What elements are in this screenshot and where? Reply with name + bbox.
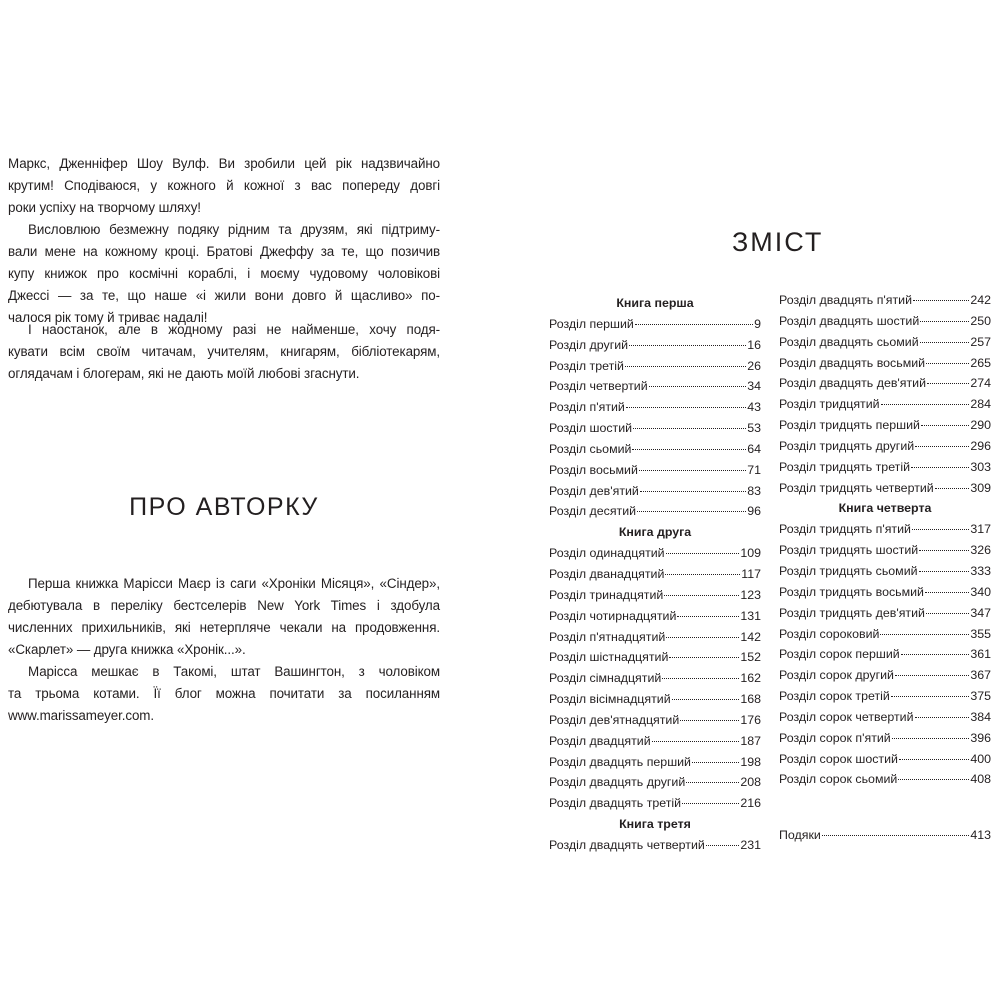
toc-entry-name: Розділ дев'ятнадцятий <box>549 712 680 727</box>
toc-entry <box>779 644 991 665</box>
toc-leader-dots <box>666 553 740 554</box>
toc-entry-name: Розділ сорок п'ятий <box>779 730 891 745</box>
toc-entry-page: 34 <box>747 379 761 394</box>
toc-leader-dots <box>891 696 970 697</box>
toc-entry-page: 168 <box>740 692 761 707</box>
toc-leader-dots <box>881 404 970 405</box>
acknowledgments-paragraph <box>8 319 440 385</box>
toc-leader-dots <box>895 675 969 676</box>
toc-entry-name: Розділ дванадцятий <box>549 566 665 581</box>
text-line: Джессі — за те, що наше «і жили вони довго й щасливо» по- <box>8 288 440 303</box>
toc-entry-name: Розділ тридцятий <box>779 397 880 412</box>
toc-leader-dots <box>892 738 970 739</box>
text-line: Маркс, Дженніфер Шоу Вулф. Ви зробили цей рік надзвичайно <box>8 156 440 171</box>
toc-leader-dots <box>649 386 747 387</box>
toc-entry-name: Розділ одинадцятий <box>549 546 665 561</box>
toc-entry-name: Розділ сорок шостий <box>779 751 898 766</box>
toc-entry <box>549 418 761 439</box>
toc-entry-page: 257 <box>970 334 991 349</box>
toc-book-heading: Книга третя <box>619 817 691 832</box>
text-line: Перша книжка Марісси Маєр із саги «Хроніки Місяця», «Сіндер», <box>28 576 440 591</box>
toc-entry <box>549 439 761 460</box>
toc-entry-name: Розділ двадцять шостий <box>779 313 920 328</box>
toc-entry <box>779 353 991 374</box>
toc-entry <box>549 501 761 522</box>
toc-entry-thanks <box>779 825 991 846</box>
toc-entry-name: Розділ сорок другий <box>779 668 894 683</box>
toc-leader-dots <box>640 491 746 492</box>
about-author-heading: ПРО АВТОРКУ <box>129 493 319 521</box>
toc-entry-name: Розділ сороковий <box>779 626 880 641</box>
text-line: дебютувала в переліку бестселерів New York Times і здобула <box>8 598 440 613</box>
toc-entry-page: 250 <box>970 313 991 328</box>
text-line: вали мене на кожному кроці. Братові Джеффу за те, що позичив <box>8 244 440 259</box>
toc-book-heading: Книга друга <box>618 525 692 540</box>
toc-entry <box>779 332 991 353</box>
toc-entry <box>779 707 991 728</box>
toc-entry-page: 109 <box>740 546 761 561</box>
toc-entry-page: 333 <box>970 563 991 578</box>
toc-leader-dots <box>822 835 970 836</box>
toc-entry <box>549 356 761 377</box>
toc-entry <box>779 769 991 790</box>
toc-entry <box>779 290 991 311</box>
toc-leader-dots <box>665 574 740 575</box>
toc-leader-dots <box>913 300 969 301</box>
toc-entry <box>549 460 761 481</box>
toc-entry-name: Розділ третій <box>549 358 624 373</box>
toc-entry-page: 117 <box>741 566 761 581</box>
toc-column-2 <box>779 290 991 790</box>
toc-entry-name: Розділ дев'ятий <box>549 483 639 498</box>
toc-entry-name: Розділ шістнадцятий <box>549 650 669 665</box>
toc-entry <box>549 752 761 773</box>
toc-leader-dots <box>633 428 746 429</box>
toc-entry-page: 16 <box>747 337 761 352</box>
toc-entry <box>779 749 991 770</box>
toc-entry-name: Розділ двадцять другий <box>549 775 686 790</box>
toc-entry-page: 296 <box>970 438 991 453</box>
toc-leader-dots <box>912 529 969 530</box>
toc-entry-name: Розділ тридцять третій <box>779 459 911 474</box>
toc-entry <box>779 540 991 561</box>
toc-leader-dots <box>672 699 740 700</box>
toc-entry-name: Розділ тридцять перший <box>779 418 920 433</box>
toc-entry-page: 198 <box>740 754 761 769</box>
toc-entry-name: Розділ двадцять восьмий <box>779 355 926 370</box>
toc-entry-page: 83 <box>747 483 761 498</box>
toc-leader-dots <box>706 845 740 846</box>
toc-entry-page: 367 <box>970 668 991 683</box>
toc-leader-dots <box>669 657 739 658</box>
toc-entry <box>549 397 761 418</box>
toc-entry-page: 375 <box>970 689 991 704</box>
toc-leader-dots <box>935 488 970 489</box>
toc-entry-name: Розділ перший <box>549 316 634 331</box>
toc-entry-name: Розділ тридцять п'ятий <box>779 522 911 537</box>
toc-leader-dots <box>920 321 969 322</box>
toc-entry <box>779 728 991 749</box>
table-of-contents-heading: ЗМІСТ <box>732 227 824 257</box>
toc-entry-page: 317 <box>970 522 991 537</box>
toc-leader-dots <box>682 803 739 804</box>
toc-entry-page: 309 <box>970 480 991 495</box>
right-page <box>500 0 1000 1000</box>
toc-entry-name: Розділ вісімнадцятий <box>549 692 671 707</box>
toc-entry <box>779 415 991 436</box>
toc-entry-page: 326 <box>970 543 991 558</box>
toc-leader-dots <box>898 779 969 780</box>
toc-entry <box>549 731 761 752</box>
toc-entry-name: Розділ двадцятий <box>549 733 651 748</box>
text-line: оглядачам і блогерам, які не дають моїй любові згаснути. <box>8 366 360 381</box>
toc-entry-page: 142 <box>740 629 761 644</box>
toc-entry-name: Розділ четвертий <box>549 379 648 394</box>
toc-book-heading: Книга перша <box>616 296 694 310</box>
text-line: Висловлюю безмежну подяку рідним та друзям, які підтриму- <box>28 222 440 237</box>
toc-leader-dots <box>925 592 969 593</box>
toc-entry-name: Розділ двадцять дев'ятий <box>779 376 927 391</box>
acknowledgments-paragraph <box>8 153 440 219</box>
toc-entry-page: 123 <box>740 587 761 602</box>
toc-leader-dots <box>919 571 970 572</box>
toc-entry <box>779 457 991 478</box>
toc-entry <box>549 564 761 585</box>
toc-entry-page: 355 <box>970 626 991 641</box>
toc-leader-dots <box>880 634 969 635</box>
toc-leader-dots <box>639 470 746 471</box>
toc-entry-page: 176 <box>740 712 761 727</box>
toc-entry <box>779 436 991 457</box>
toc-entry <box>549 689 761 710</box>
toc-leader-dots <box>662 678 739 679</box>
toc-leader-dots <box>637 511 746 512</box>
toc-entry-page: 152 <box>740 650 761 665</box>
toc-entry-page: 9 <box>754 316 761 331</box>
toc-entry-name: Розділ десятий <box>549 504 637 519</box>
text-line: численних прихильників, які нетерпляче чекали на продовження. <box>8 620 440 635</box>
toc-entry <box>549 710 761 731</box>
text-line: крутим! Сподіваюся, у кожного й кожної з вас попереду довгі <box>8 178 440 193</box>
toc-entry <box>549 606 761 627</box>
toc-entry-name: Розділ шостий <box>549 421 633 436</box>
toc-entry-name: Подяки <box>779 828 821 842</box>
toc-leader-dots <box>926 613 969 614</box>
toc-entry <box>779 394 991 415</box>
toc-entry-page: 265 <box>970 355 991 370</box>
toc-leader-dots <box>626 407 746 408</box>
text-line: Марісса мешкає в Такомі, штат Вашингтон, з чоловіком <box>28 664 440 679</box>
toc-leader-dots <box>921 425 969 426</box>
text-line: купу книжок про космічні кораблі, і моєму чудовому чоловікові <box>8 266 440 281</box>
toc-entry-page: 340 <box>970 584 991 599</box>
toc-entry-page: 274 <box>970 376 991 391</box>
toc-entry-page: 131 <box>740 608 761 623</box>
toc-entry <box>549 647 761 668</box>
about-author-paragraph <box>8 573 440 661</box>
toc-entry-name: Розділ чотирнадцятий <box>549 608 677 623</box>
toc-entry-page: 396 <box>970 730 991 745</box>
text-line: чалося рік тому й триває надалі! <box>8 310 208 325</box>
text-line: та трьома котами. Її блог можна почитати за посиланням <box>8 686 440 701</box>
toc-entry-name: Розділ восьмий <box>549 462 638 477</box>
toc-entry <box>549 585 761 606</box>
toc-entry <box>779 686 991 707</box>
toc-entry-page: 303 <box>970 459 991 474</box>
toc-entry-page: 64 <box>747 441 761 456</box>
toc-entry-name: Розділ сорок сьомий <box>779 772 898 787</box>
toc-entry <box>779 561 991 582</box>
toc-leader-dots <box>635 324 753 325</box>
toc-entry-name: Розділ тридцять шостий <box>779 543 919 558</box>
text-line: www.marissameyer.com. <box>8 708 154 723</box>
toc-entry-name: Розділ двадцять третій <box>549 796 682 811</box>
toc-leader-dots <box>686 782 739 783</box>
toc-entry-name: Розділ сорок перший <box>779 647 900 662</box>
toc-entry <box>549 668 761 689</box>
toc-entry <box>549 335 761 356</box>
toc-entry <box>779 311 991 332</box>
text-line: «Скарлет» — друга книжка «Хронік...». <box>8 642 246 657</box>
toc-leader-dots <box>680 720 739 721</box>
toc-entry-name: Розділ двадцять сьомий <box>779 334 919 349</box>
toc-entry <box>779 373 991 394</box>
toc-entry-name: Розділ тридцять восьмий <box>779 584 924 599</box>
toc-leader-dots <box>920 342 970 343</box>
toc-entry-name: Розділ двадцять четвертий <box>549 837 705 852</box>
toc-entry-page: 187 <box>740 733 761 748</box>
toc-entry-page: 242 <box>970 293 991 307</box>
toc-entry-name: Розділ тридцять дев'ятий <box>779 605 925 620</box>
toc-entry <box>779 519 991 540</box>
toc-entry <box>779 603 991 624</box>
toc-entry-page: 216 <box>740 796 761 811</box>
toc-entry-name: Розділ сорок третій <box>779 689 890 704</box>
toc-entry-page: 208 <box>740 775 761 790</box>
toc-entry-name: Розділ тридцять другий <box>779 438 915 453</box>
toc-entry-name: Розділ двадцять перший <box>549 754 691 769</box>
toc-entry-page: 347 <box>970 605 991 620</box>
toc-entry <box>779 624 991 645</box>
toc-entry-page: 413 <box>970 828 991 842</box>
toc-leader-dots <box>664 595 739 596</box>
toc-entry-page: 384 <box>970 709 991 724</box>
toc-entry-name: Розділ другий <box>549 337 629 352</box>
toc-entry <box>779 665 991 686</box>
toc-entry-page: 26 <box>747 358 761 373</box>
toc-entry-page: 400 <box>970 751 991 766</box>
toc-entry <box>549 772 761 793</box>
toc-book-heading: Книга четверта <box>838 501 932 516</box>
toc-entry-page: 290 <box>970 418 991 433</box>
toc-entry-page: 284 <box>970 397 991 412</box>
toc-leader-dots <box>901 654 970 655</box>
toc-column-1 <box>549 293 761 856</box>
toc-entry-page: 96 <box>747 504 761 519</box>
toc-entry-name: Розділ тридцять четвертий <box>779 480 934 495</box>
toc-entry-name: Розділ сорок четвертий <box>779 709 914 724</box>
toc-entry <box>779 478 991 499</box>
toc-entry-page: 231 <box>740 837 761 852</box>
toc-entry-name: Розділ тридцять сьомий <box>779 563 918 578</box>
toc-leader-dots <box>666 637 739 638</box>
toc-leader-dots <box>692 762 739 763</box>
toc-leader-dots <box>927 383 969 384</box>
toc-leader-dots <box>911 467 969 468</box>
toc-entry-name: Розділ сьомий <box>549 441 632 456</box>
toc-entry-name: Розділ тринадцятий <box>549 587 664 602</box>
text-line: кувати всім своїм читачам, учителям, книгарям, бібліотекарям, <box>8 344 440 359</box>
toc-entry-name: Розділ двадцять п'ятий <box>779 293 913 307</box>
toc-entry <box>779 582 991 603</box>
about-author-paragraph <box>8 661 440 727</box>
toc-entry <box>549 543 761 564</box>
toc-leader-dots <box>926 363 969 364</box>
toc-entry-name: Розділ п'ятий <box>549 400 625 415</box>
toc-leader-dots <box>632 449 746 450</box>
toc-entry-page: 71 <box>747 462 761 477</box>
toc-entry-page: 162 <box>740 671 761 686</box>
toc-entry-name: Розділ сімнадцятий <box>549 671 662 686</box>
toc-entry <box>549 376 761 397</box>
toc-entry <box>549 835 761 856</box>
toc-entry <box>549 314 761 335</box>
toc-entry-name: Розділ п'ятнадцятий <box>549 629 666 644</box>
acknowledgments-paragraph <box>8 219 440 329</box>
toc-leader-dots <box>652 741 740 742</box>
toc-leader-dots <box>899 759 969 760</box>
toc-leader-dots <box>677 616 739 617</box>
toc-entry-page: 53 <box>747 421 761 436</box>
toc-entry-page: 43 <box>747 400 761 415</box>
toc-leader-dots <box>919 550 969 551</box>
toc-leader-dots <box>915 446 969 447</box>
toc-leader-dots <box>629 345 746 346</box>
toc-entry <box>549 627 761 648</box>
toc-entry <box>549 481 761 502</box>
text-line: роки успіху на творчому шляху! <box>8 200 201 215</box>
toc-leader-dots <box>625 366 746 367</box>
toc-entry <box>549 793 761 814</box>
toc-entry-page: 408 <box>970 772 991 787</box>
text-line: І наостанок, але в жодному разі не найменше, хочу подя- <box>28 322 440 337</box>
toc-leader-dots <box>915 717 970 718</box>
toc-entry-page: 361 <box>970 647 991 662</box>
